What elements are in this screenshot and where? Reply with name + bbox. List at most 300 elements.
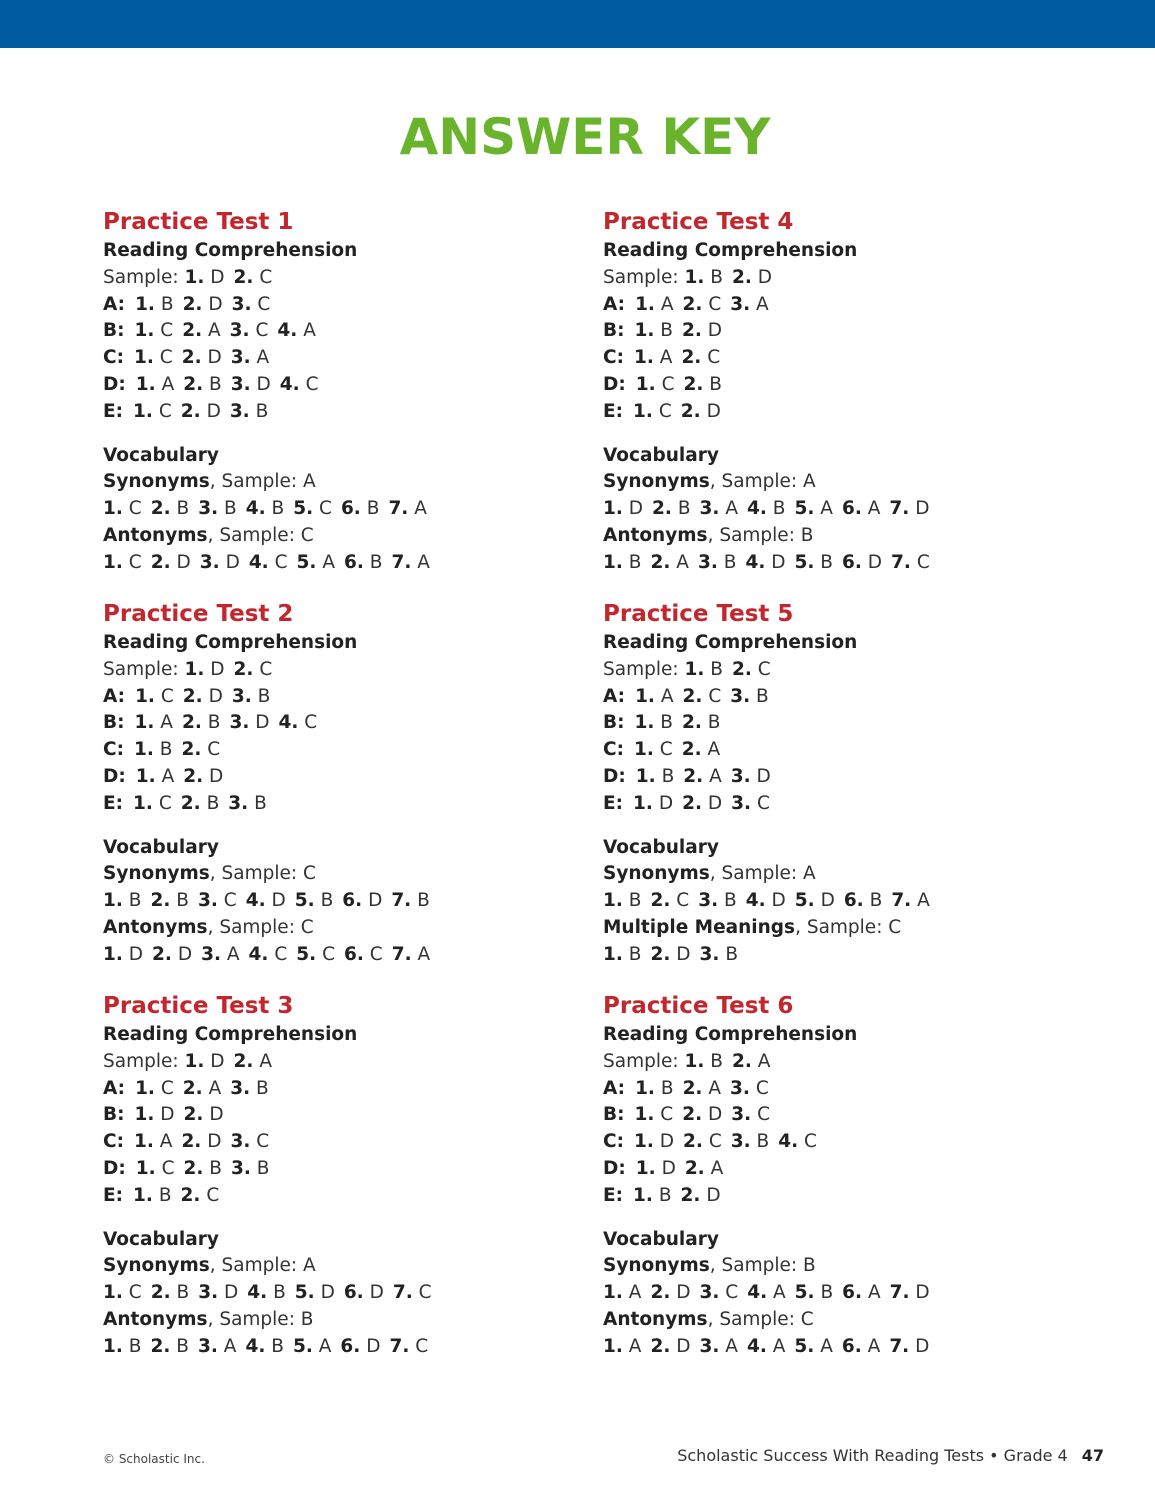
question-number: 2.: [732, 266, 752, 288]
answer-item: [682, 712, 721, 733]
answer-item: [185, 1051, 225, 1072]
question-number: 2.: [181, 347, 202, 369]
practice-test-block: [103, 990, 563, 1361]
answer-letter: D: [366, 1335, 381, 1357]
passage-label: B:: [103, 320, 125, 342]
vocab-type: Antonyms: [103, 524, 208, 546]
answer-item: [280, 374, 319, 395]
question-number: 7.: [889, 1282, 910, 1304]
question-number: 3.: [730, 1131, 751, 1153]
answer-letter: C: [161, 1157, 175, 1179]
answer-item: [231, 1158, 270, 1179]
answer-item: [698, 552, 737, 573]
question-number: 4.: [248, 943, 269, 965]
answer-row: [103, 1076, 563, 1103]
page-title: ANSWER KEY: [399, 108, 771, 166]
answer-row: [603, 737, 1063, 764]
question-number: 3.: [231, 685, 252, 707]
answer-letter: C: [708, 685, 722, 707]
answer-letter: C: [158, 792, 172, 814]
question-number: 2.: [183, 1157, 204, 1179]
question-number: 3.: [198, 498, 219, 520]
question-number: 2.: [183, 1104, 204, 1126]
answer-item: [277, 320, 315, 341]
answer-item: [700, 944, 739, 965]
question-number: 6.: [343, 551, 364, 573]
answer-letter: A: [820, 498, 833, 520]
passage-label: D:: [103, 373, 126, 395]
answer-letter: D: [256, 373, 271, 395]
question-number: 2.: [682, 685, 703, 707]
reading-comprehension-heading: Reading Comprehension: [603, 1024, 858, 1045]
answer-item: [683, 374, 722, 395]
question-number: 2.: [732, 658, 752, 680]
answer-row: [103, 1129, 563, 1156]
answer-letter: A: [917, 890, 930, 912]
question-number: 2.: [650, 890, 671, 912]
answer-row: [603, 1183, 1063, 1210]
question-number: 2.: [150, 1282, 171, 1304]
question-number: 2.: [650, 1335, 671, 1357]
question-number: 2.: [682, 1077, 703, 1099]
answer-letter: C: [255, 320, 269, 342]
vocabulary-heading: Vocabulary: [603, 1228, 719, 1250]
vocab-type: Synonyms: [103, 863, 210, 885]
question-number: 3.: [730, 685, 751, 707]
question-number: 3.: [730, 1077, 750, 1099]
question-number: 4.: [245, 498, 266, 520]
answer-letter: B: [209, 373, 222, 395]
answer-item: [700, 498, 738, 519]
answer-item: [603, 552, 642, 573]
answer-item: [198, 1336, 236, 1357]
answer-letter: B: [869, 890, 883, 912]
question-number: 3.: [698, 890, 719, 912]
answer-letter: B: [710, 266, 723, 288]
answer-letter: B: [660, 1077, 674, 1099]
answer-item: [634, 1131, 674, 1152]
answer-letter: D: [706, 400, 721, 422]
answer-item: [682, 793, 722, 814]
question-number: 3.: [699, 1335, 720, 1357]
question-number: 1.: [184, 266, 205, 288]
answer-item: [133, 401, 172, 422]
passage-label: D:: [103, 765, 126, 787]
question-number: 1.: [135, 765, 156, 787]
vocab-type: Multiple Meanings: [603, 916, 796, 938]
answer-letter: A: [159, 1131, 173, 1153]
answer-item: [135, 1104, 175, 1125]
answer-letter: D: [209, 1104, 224, 1126]
answer-letter: B: [369, 551, 383, 573]
vocabulary-heading: Vocabulary: [103, 444, 219, 466]
answer-letter: A: [628, 1282, 642, 1304]
question-number: 6.: [343, 943, 364, 965]
answer-item: [685, 659, 724, 680]
answer-letter: A: [725, 498, 738, 520]
answer-letter: C: [206, 1184, 220, 1206]
answer-row: [603, 1076, 1063, 1103]
answer-row: [103, 399, 563, 426]
answer-item: [198, 890, 237, 911]
answer-letter: B: [159, 739, 173, 761]
question-number: 1.: [684, 658, 705, 680]
sample-answers-line: [103, 1049, 563, 1076]
practice-test-block: [603, 598, 1063, 969]
answer-letter: A: [628, 1335, 642, 1357]
question-number: 1.: [634, 320, 655, 342]
passage-label: C:: [103, 347, 124, 369]
vocab-answers-line: [603, 550, 1063, 577]
question-number: 5.: [794, 1335, 815, 1357]
passage-label: B:: [103, 1104, 125, 1126]
answer-item: [232, 686, 271, 707]
passage-label: D:: [603, 1157, 626, 1179]
answer-row: [103, 1102, 563, 1129]
answer-letter: A: [710, 1157, 724, 1179]
answer-item: [633, 1185, 672, 1206]
question-number: 7.: [891, 551, 911, 573]
answer-letter: B: [707, 712, 721, 734]
answer-row: [103, 1156, 563, 1183]
passage-label: A:: [103, 1077, 126, 1099]
answer-letter: C: [415, 1335, 429, 1357]
answer-letter: C: [160, 685, 174, 707]
answer-item: [700, 1282, 739, 1303]
question-number: 2.: [650, 1282, 671, 1304]
answer-letter: B: [320, 890, 334, 912]
answer-item: [181, 1131, 221, 1152]
question-number: 1.: [633, 347, 654, 369]
vocab-type: Antonyms: [603, 524, 708, 546]
answer-letter: B: [176, 1282, 190, 1304]
answer-letter: B: [820, 1282, 834, 1304]
answer-item: [732, 1051, 770, 1072]
answer-letter: D: [756, 765, 771, 787]
vocab-type: Synonyms: [603, 1255, 710, 1277]
answer-letter: D: [208, 293, 223, 315]
answer-letter: D: [915, 498, 930, 520]
answer-item: [136, 1158, 175, 1179]
question-number: 2.: [650, 551, 671, 573]
answer-item: [732, 267, 772, 288]
question-number: 1.: [633, 739, 654, 761]
answer-letter: A: [820, 1335, 833, 1357]
vocab-sample: , Sample: A: [709, 863, 816, 885]
answer-letter: A: [757, 1050, 771, 1072]
answer-letter: B: [661, 765, 675, 787]
section-gap: [103, 426, 563, 443]
vocabulary-heading: Vocabulary: [603, 836, 719, 858]
question-number: 3.: [699, 943, 720, 965]
answer-letter: D: [757, 266, 773, 288]
answer-item: [234, 659, 273, 680]
answer-item: [234, 1051, 272, 1072]
passage-label: E:: [603, 400, 624, 422]
question-number: 2.: [180, 400, 201, 422]
answer-item: [747, 1336, 785, 1357]
answer-item: [230, 1131, 269, 1152]
question-number: 7.: [391, 890, 412, 912]
sample-label: Sample:: [103, 1050, 179, 1072]
question-number: 3.: [730, 765, 751, 787]
answer-letter: A: [161, 765, 175, 787]
answer-item: [229, 712, 269, 733]
answer-item: [183, 1158, 222, 1179]
answer-item: [730, 686, 769, 707]
page-number: 47: [1081, 1446, 1104, 1465]
passage-label: C:: [103, 739, 124, 761]
answer-letter: C: [676, 890, 690, 912]
answer-letter: D: [224, 1282, 239, 1304]
answer-letter: C: [916, 551, 930, 573]
question-number: 6.: [340, 1335, 361, 1357]
answer-letter: C: [756, 792, 770, 814]
vocab-answers-line: [603, 1280, 1063, 1307]
answer-letter: B: [660, 712, 673, 734]
answer-letter: B: [725, 943, 739, 965]
question-number: 2.: [150, 551, 171, 573]
answer-letter: C: [322, 943, 335, 965]
answer-letter: C: [725, 1282, 739, 1304]
question-number: 1.: [135, 1157, 156, 1179]
vocab-subheading: [103, 469, 563, 496]
question-number: 1.: [603, 498, 623, 520]
question-number: 2.: [683, 765, 704, 787]
answer-item: [747, 498, 786, 519]
answer-row: [103, 791, 563, 818]
question-number: 6.: [842, 1282, 863, 1304]
answer-letter: B: [209, 1157, 222, 1179]
answer-letter: D: [160, 1104, 175, 1126]
question-number: 3.: [201, 943, 221, 965]
question-number: 1.: [603, 1335, 623, 1357]
answer-item: [341, 498, 380, 519]
answer-letter: A: [725, 1335, 738, 1357]
answer-item: [295, 1282, 335, 1303]
answer-item: [795, 890, 835, 911]
answer-letter: C: [274, 551, 288, 573]
answer-item: [635, 712, 674, 733]
question-number: 1.: [635, 765, 656, 787]
answer-item: [295, 890, 334, 911]
answer-item: [340, 1336, 380, 1357]
vocab-answers-line: [603, 942, 1063, 969]
answer-item: [889, 1336, 929, 1357]
answer-letter: C: [661, 373, 675, 395]
question-number: 7.: [391, 943, 412, 965]
answer-letter: A: [867, 1282, 881, 1304]
question-number: 2.: [180, 1184, 201, 1206]
answer-letter: C: [159, 347, 173, 369]
answer-item: [103, 890, 142, 911]
question-number: 3.: [229, 712, 250, 734]
question-number: 1.: [133, 400, 153, 422]
answer-item: [230, 320, 269, 341]
answer-item: [181, 1185, 220, 1206]
answer-item: [391, 890, 430, 911]
answer-letter: A: [867, 1335, 881, 1357]
answer-item: [201, 944, 239, 965]
answer-item: [683, 1131, 722, 1152]
question-number: 1.: [635, 373, 656, 395]
answer-letter: D: [661, 1157, 676, 1179]
vocab-subheading: [103, 1253, 563, 1280]
answer-item: [134, 347, 173, 368]
answer-item: [889, 498, 929, 519]
answer-letter: C: [160, 320, 174, 342]
question-number: 2.: [152, 943, 172, 965]
question-number: 7.: [891, 890, 912, 912]
answer-item: [795, 498, 833, 519]
answer-item: [635, 686, 673, 707]
question-number: 3.: [699, 498, 720, 520]
question-number: 6.: [843, 890, 864, 912]
question-number: 2.: [682, 293, 703, 315]
answer-item: [133, 1185, 172, 1206]
answer-letter: C: [305, 373, 319, 395]
question-number: 4.: [747, 498, 767, 520]
answer-item: [681, 347, 720, 368]
answer-letter: B: [176, 1335, 189, 1357]
answer-item: [182, 712, 221, 733]
passage-label: C:: [603, 739, 624, 761]
answer-letter: B: [660, 320, 673, 342]
passage-label: A:: [103, 293, 126, 315]
answer-letter: C: [804, 1131, 817, 1153]
answer-letter: C: [304, 712, 318, 734]
answer-letter: B: [271, 498, 285, 520]
answer-item: [681, 401, 721, 422]
question-number: 7.: [392, 1282, 413, 1304]
answer-item: [135, 712, 173, 733]
vocab-answers-line: [103, 1334, 563, 1361]
vocab-subheading: [103, 861, 563, 888]
answer-item: [635, 320, 674, 341]
answer-letter: A: [160, 712, 173, 734]
vocab-answers-line: [103, 888, 563, 915]
vocab-answers-line: [103, 496, 563, 523]
answer-item: [746, 890, 786, 911]
answer-item: [247, 1282, 286, 1303]
answer-item: [391, 552, 429, 573]
answer-letter: C: [660, 1104, 674, 1126]
answer-letter: D: [707, 792, 723, 814]
answer-item: [650, 1282, 690, 1303]
answer-item: [682, 739, 720, 760]
vocab-sample: , Sample: A: [209, 1255, 316, 1277]
answer-item: [634, 739, 673, 760]
answer-letter: D: [176, 551, 191, 573]
question-number: 2.: [233, 658, 254, 680]
question-number: 4.: [247, 1282, 268, 1304]
answer-letter: C: [418, 1282, 432, 1304]
question-number: 2.: [181, 739, 202, 761]
question-number: 1.: [633, 792, 653, 814]
question-number: 1.: [103, 1282, 123, 1304]
answer-item: [198, 1282, 238, 1303]
question-number: 3.: [228, 792, 249, 814]
answer-row: [603, 292, 1063, 319]
answer-item: [636, 766, 675, 787]
question-number: 2.: [150, 1335, 171, 1357]
reading-comprehension-heading: Reading Comprehension: [103, 632, 358, 653]
answer-row: [103, 737, 563, 764]
answer-letter: B: [723, 551, 737, 573]
answer-item: [230, 401, 269, 422]
answer-letter: D: [207, 1131, 222, 1153]
answer-letter: D: [128, 943, 144, 965]
answer-item: [342, 890, 382, 911]
answer-letter: B: [658, 1184, 672, 1206]
question-number: 5.: [294, 1282, 315, 1304]
answer-item: [103, 944, 143, 965]
answer-letter: A: [303, 320, 316, 342]
answer-item: [683, 766, 721, 787]
answer-item: [603, 890, 642, 911]
answer-letter: C: [256, 1131, 270, 1153]
sample-label: Sample:: [603, 266, 679, 288]
answer-letter: C: [128, 1282, 142, 1304]
answer-letter: A: [208, 320, 221, 342]
answer-letter: A: [867, 498, 881, 520]
answer-letter: A: [318, 1335, 332, 1357]
answer-item: [344, 944, 383, 965]
answer-item: [181, 401, 221, 422]
answer-item: [185, 267, 225, 288]
question-number: 2.: [182, 1077, 203, 1099]
answer-item: [842, 1282, 880, 1303]
question-number: 1.: [133, 739, 154, 761]
answer-item: [685, 267, 724, 288]
answer-item: [231, 347, 269, 368]
answer-item: [135, 320, 174, 341]
answer-item: [393, 1282, 432, 1303]
answer-letter: D: [207, 347, 222, 369]
answer-item: [389, 1336, 428, 1357]
answer-letter: A: [660, 685, 674, 707]
answer-letter: B: [710, 1050, 723, 1072]
answer-item: [200, 552, 240, 573]
question-number: 5.: [296, 943, 317, 965]
passage-label: B:: [103, 712, 125, 734]
question-number: 6.: [340, 498, 361, 520]
vocab-subheading: [103, 915, 563, 942]
question-number: 2.: [182, 293, 203, 315]
question-number: 3.: [230, 347, 251, 369]
answer-item: [603, 1336, 641, 1357]
vocab-answers-line: [103, 1280, 563, 1307]
answer-item: [730, 1078, 769, 1099]
answer-item: [683, 686, 722, 707]
question-number: 7.: [889, 1335, 910, 1357]
answer-letter: C: [707, 347, 721, 369]
practice-test-block: [603, 206, 1063, 577]
answer-letter: C: [158, 400, 172, 422]
answer-item: [183, 686, 223, 707]
passage-label: E:: [103, 1184, 124, 1206]
answer-item: [794, 1336, 832, 1357]
answer-item: [135, 1078, 174, 1099]
section-gap: [103, 818, 563, 835]
question-number: 3.: [230, 1157, 251, 1179]
question-number: 6.: [841, 1335, 862, 1357]
answer-letter: C: [658, 400, 672, 422]
practice-test-block: [103, 206, 563, 577]
answer-item: [151, 552, 191, 573]
answer-item: [151, 1282, 190, 1303]
answer-letter: D: [210, 266, 225, 288]
